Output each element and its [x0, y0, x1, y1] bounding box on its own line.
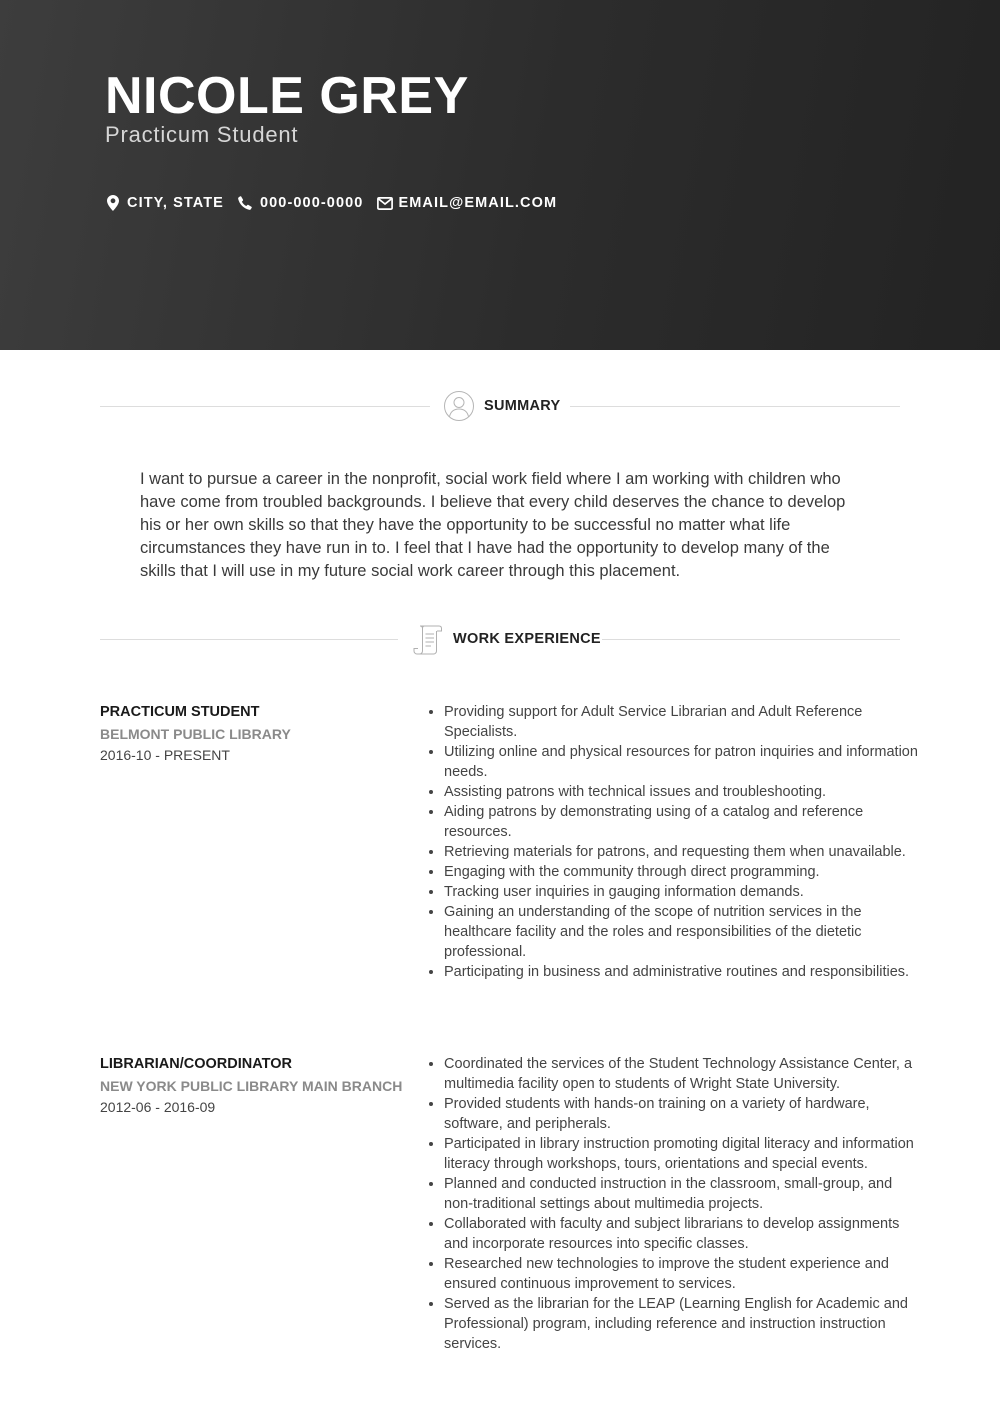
divider-line: [100, 406, 430, 407]
responsibility-item: • Participating in business and administrative routines and responsibilities.: [444, 962, 918, 982]
location-pin-icon: [107, 195, 119, 211]
divider-line: [602, 639, 900, 640]
summary-heading: SUMMARY: [484, 398, 561, 414]
responsibility-item: • Tracking user inquiries in gauging information demands.: [444, 882, 918, 902]
work-experience-section-heading: [100, 623, 900, 657]
responsibility-item: • Assisting patrons with technical issues and troubleshooting.: [444, 782, 918, 802]
job-dates: 2012-06 - 2016-09: [100, 1099, 216, 1115]
responsibility-item: • Coordinated the services of the Student Technology Assistance Center, a multimedia facility open to students of Wright State University.: [444, 1054, 918, 1094]
contact-phone: [238, 195, 364, 211]
job-dates: 2016-10 - PRESENT: [100, 747, 230, 763]
job-meta: [100, 1054, 410, 1117]
responsibility-item: • Aiding patrons by demonstrating using of a catalog and reference resources.: [444, 802, 918, 842]
responsibility-item: • Participated in library instruction promoting digital literacy and information literacy through workshops, tours, orientations and special events.: [444, 1134, 918, 1174]
job-responsibilities: [426, 702, 918, 982]
divider-line: [100, 639, 398, 640]
job-title: LIBRARIAN/COORDINATOR: [100, 1056, 292, 1072]
user-avatar-icon: [443, 390, 475, 422]
responsibility-item: • Provided students with hands-on training on a variety of hardware, software, and peripherals.: [444, 1094, 918, 1134]
responsibility-item: • Researched new technologies to improve the student experience and ensured continuous improvement to services.: [444, 1254, 918, 1294]
scroll-document-icon: [412, 623, 444, 655]
phone-text: 000-000-0000: [259, 195, 364, 211]
responsibility-item: • Providing support for Adult Service Librarian and Adult Reference Specialists.: [444, 702, 918, 742]
candidate-name: NICOLE GREY: [105, 67, 469, 125]
contact-info: [107, 195, 571, 211]
job-meta: [100, 702, 410, 765]
job-responsibilities: [426, 1054, 918, 1354]
responsibility-item: • Engaging with the community through direct programming.: [444, 862, 918, 882]
envelope-icon: [377, 197, 393, 210]
summary-section-heading: [100, 390, 900, 424]
divider-line: [570, 406, 900, 407]
job-company: BELMONT PUBLIC LIBRARY: [100, 726, 291, 742]
phone-icon: [238, 196, 252, 210]
job-company: NEW YORK PUBLIC LIBRARY MAIN BRANCH: [100, 1078, 403, 1094]
contact-email[interactable]: [377, 195, 557, 211]
responsibility-item: • Served as the librarian for the LEAP (Learning English for Academic and Professional) program, including reference and instruction instruction services.: [444, 1294, 918, 1354]
job-title: PRACTICUM STUDENT: [100, 704, 260, 720]
responsibility-item: • Planned and conducted instruction in the classroom, small-group, and non-traditional settings about multimedia projects.: [444, 1174, 918, 1214]
email-text: EMAIL@EMAIL.COM: [398, 195, 558, 211]
responsibility-item: • Utilizing online and physical resources for patron inquiries and information needs.: [444, 742, 918, 782]
resume-header: [0, 0, 1000, 350]
location-text: CITY, STATE: [127, 195, 224, 211]
responsibility-item: • Retrieving materials for patrons, and requesting them when unavailable.: [444, 842, 918, 862]
responsibility-item: • Collaborated with faculty and subject librarians to develop assignments and incorporate resources into specific classes.: [444, 1214, 918, 1254]
responsibility-item: • Gaining an understanding of the scope of nutrition services in the healthcare facility and the roles and responsibilities of the dietetic professional.: [444, 902, 918, 962]
summary-paragraph: I want to pursue a career in the nonprofit, social work field where I am working with children who have come from troubled backgrounds. I believe that every child deserves the chance to develop his or her own skills so that they have the opportunity to be successful no matter what life circumstances they have run in to. I feel that I have had the opportunity to develop many of the skills that I will use in my future social work career through this placement.: [140, 470, 846, 580]
contact-location: [107, 195, 224, 211]
candidate-title: Practicum Student: [105, 122, 299, 147]
work-experience-heading: WORK EXPERIENCE: [453, 631, 601, 647]
